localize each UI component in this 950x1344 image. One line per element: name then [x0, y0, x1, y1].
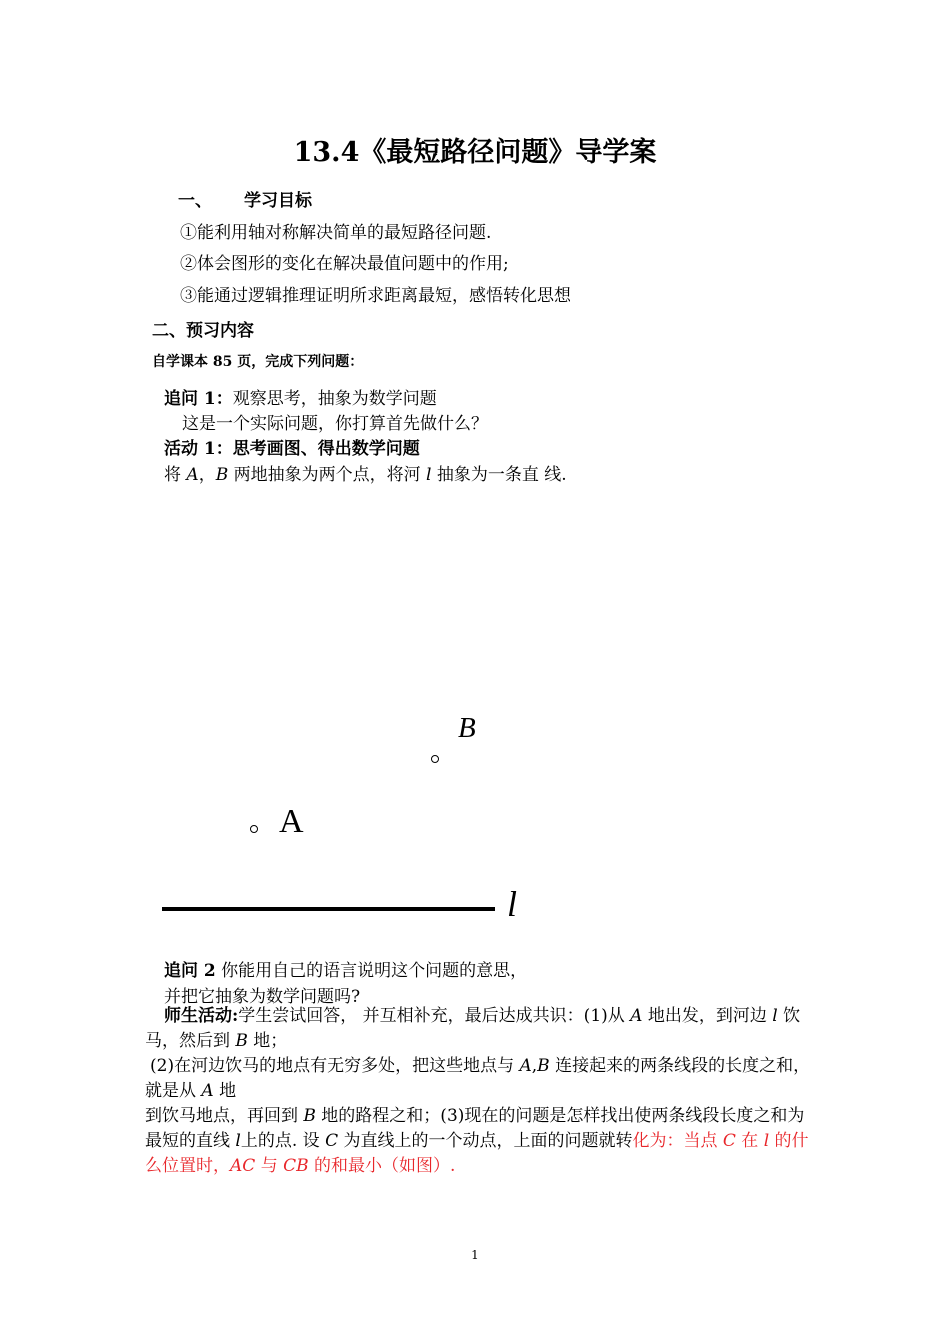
section2-heading: 二、预习内容: [152, 321, 254, 341]
question-2: [164, 956, 527, 981]
question-1-label: 追问 1：: [164, 389, 233, 409]
question-2-label: 追问 2: [164, 961, 216, 981]
point-c-ref: C: [325, 1131, 339, 1151]
activity-1-text-part: 两地抽象为两个点，将河: [228, 465, 426, 485]
point-b-ref: B: [303, 1106, 316, 1126]
question-2-line2: 并把它抽象为数学问题吗?: [164, 987, 361, 1007]
point-b-ref: B: [235, 1031, 248, 1051]
section1-number: 一、: [178, 191, 212, 211]
teacher-text: 上的点. 设: [240, 1131, 326, 1151]
objective-1: ①能利用轴对称解决简单的最短路径问题.: [180, 223, 492, 243]
line-l-ref: l: [235, 1131, 241, 1151]
question-1-line2: 这是一个实际问题，你打算首先做什么？: [182, 414, 488, 434]
question-1-text: 观察思考，抽象为数学问题: [232, 389, 437, 409]
point-a-label: A: [279, 803, 304, 840]
self-study-note: 自学课本 85 页，完成下列问题：: [152, 354, 364, 370]
teacher-activity-label: 师生活动:: [164, 1006, 239, 1026]
question-2-text: 你能用自己的语言说明这个问题的意思，: [215, 961, 528, 981]
point-b-ref: B: [537, 1056, 550, 1076]
teacher-text: 饮马，然后到: [145, 1006, 801, 1051]
activity-1-comma: ，: [198, 465, 216, 485]
teacher-text: 连接起来的两条线段的长度之和，就是从: [145, 1056, 811, 1101]
section1-heading: 学习目标: [244, 191, 312, 211]
objective-2: ②体会图形的变化在解决最值问题中的作用;: [180, 254, 509, 274]
teacher-activity-paragraph-3: [145, 1104, 817, 1179]
point-b-label: B: [458, 712, 476, 744]
line-l-ref: l: [763, 1131, 770, 1151]
activity-1-text-part: 抽象为一条直 线.: [431, 465, 567, 485]
teacher-text: 地出发，到河边: [642, 1006, 773, 1026]
point-a-dot: [250, 825, 258, 833]
question-1: [164, 384, 437, 409]
teacher-text: 地: [213, 1081, 237, 1101]
line-l-label: l: [507, 884, 518, 924]
objective-3: ③能通过逻辑推理证明所求距离最短，感悟转化思想: [180, 286, 571, 306]
activity-1-point-a: A: [186, 465, 199, 485]
teacher-text: 为直线上的一个动点，上面的问题就转: [338, 1131, 633, 1151]
teacher-text: 地的路程之和；(3)现在的问题是怎样找出使两条线段长度之和为最短的直线: [145, 1106, 805, 1151]
segment-ac-ref: AC: [230, 1156, 256, 1176]
teacher-text: ,: [531, 1056, 538, 1076]
teacher-text: 地；: [247, 1031, 288, 1051]
highlight-text: 的和最小（如图）.: [308, 1156, 456, 1176]
river-line: [162, 907, 495, 911]
highlight-text: 化为：当点: [632, 1131, 723, 1151]
teacher-text: 学生尝试回答， 并互相补充，最后达成共识：(1)从: [238, 1006, 631, 1026]
page-number: 1: [471, 1248, 479, 1262]
activity-1-label: 活动 1：思考画图、得出数学问题: [164, 439, 420, 459]
activity-1-text: [164, 460, 567, 485]
teacher-text: (2)在河边饮马的地点有无穷多处，把这些地点与: [150, 1056, 520, 1076]
activity-1-line-l: l: [426, 465, 432, 485]
document-title: 13.4《最短路径问题》导学案: [293, 137, 657, 168]
segment-cb-ref: CB: [283, 1156, 309, 1176]
line-l-ref: l: [772, 1006, 778, 1026]
highlight-text: 的什么位置时，: [145, 1131, 809, 1176]
teacher-activity-paragraph-2: [145, 1054, 817, 1104]
point-a-ref: A: [201, 1081, 214, 1101]
point-c-ref: C: [722, 1131, 736, 1151]
activity-1-text-part: 将: [164, 465, 187, 485]
point-b-dot: [431, 755, 439, 763]
highlight-text: 在: [735, 1131, 764, 1151]
teacher-text: 到饮马地点，再回到: [145, 1106, 304, 1126]
point-a-ref: A: [630, 1006, 643, 1026]
highlight-text: 与: [255, 1156, 284, 1176]
teacher-activity-paragraph-1: [145, 1004, 817, 1054]
activity-1-point-b: B: [215, 465, 229, 485]
point-a-ref: A: [519, 1056, 532, 1076]
